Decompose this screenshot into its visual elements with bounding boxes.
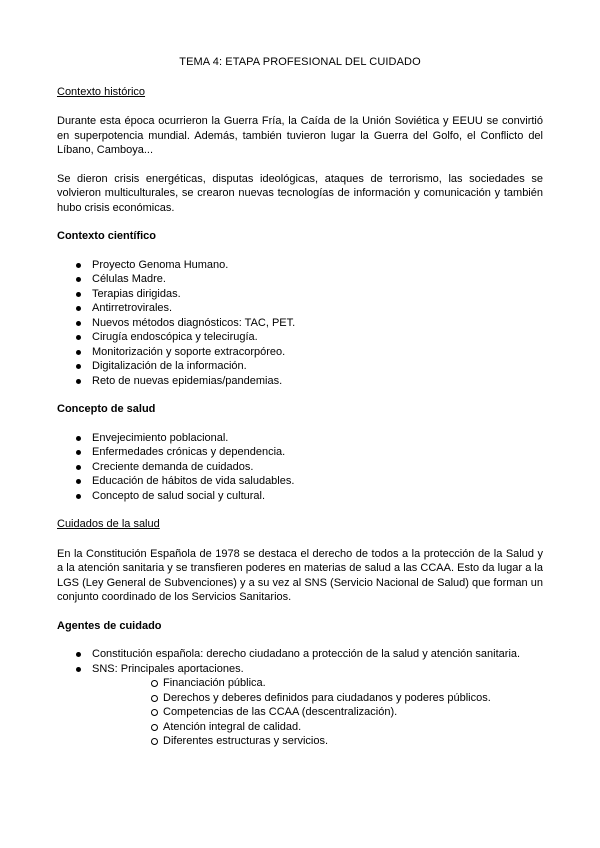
paragraph-cuidados-salud: En la Constitución Española de 1978 se destaca el derecho de todos a la protección de la Salud y a la atención sanitaria y se transfieren poderes en materias de salud a las CCAA. Esto da lugar a la LGS (Ley General de Subvenciones) y a su vez al SNS (Servicio Nacional de Salud) que forman un conjunto coordinado de los Servicios Sanitarios. <box>57 547 543 603</box>
sublist-item: Financiación pública. <box>92 676 543 691</box>
sublist-item: Atención integral de calidad. <box>92 720 543 735</box>
list-contexto-cientifico <box>57 258 543 389</box>
list-item: Digitalización de la información. <box>57 359 543 374</box>
list-item: Envejecimiento poblacional. <box>57 431 543 446</box>
list-item: Educación de hábitos de vida saludables. <box>57 474 543 489</box>
heading-contexto-historico: Contexto histórico <box>57 85 146 98</box>
document-title: TEMA 4: ETAPA PROFESIONAL DEL CUIDADO <box>179 56 421 68</box>
heading-contexto-cientifico: Contexto científico <box>57 230 157 242</box>
list-item: Monitorización y soporte extracorpóreo. <box>57 345 543 360</box>
paragraph-historico-2: Se dieron crisis energéticas, disputas ideológicas, ataques de terrorismo, las sociedades se volvieron multiculturales, se crearon nuevas tecnologías de información y comunicación y también hubo crisis económicas. <box>57 172 543 214</box>
list-item: Creciente demanda de cuidados. <box>57 460 543 475</box>
sublist-sns-aportaciones <box>92 676 543 749</box>
list-item: Proyecto Genoma Humano. <box>57 258 543 273</box>
sublist-item: Derechos y deberes definidos para ciudadanos y poderes públicos. <box>92 691 543 706</box>
document-content <box>57 55 543 763</box>
heading-cuidados-salud: Cuidados de la salud <box>57 518 160 530</box>
list-item-label: SNS: Principales aportaciones. <box>92 662 244 675</box>
list-item: Enfermedades crónicas y dependencia. <box>57 445 543 460</box>
sublist-item: Diferentes estructuras y servicios. <box>92 734 543 749</box>
list-item: Terapias dirigidas. <box>57 287 543 302</box>
list-item: Antirretrovirales. <box>57 301 543 316</box>
list-item: Constitución española: derecho ciudadano a protección de la salud y atención sanitaria. <box>57 647 543 662</box>
heading-agentes-cuidado: Agentes de cuidado <box>57 619 162 632</box>
list-item: Nuevos métodos diagnósticos: TAC, PET. <box>57 316 543 331</box>
heading-concepto-salud: Concepto de salud <box>57 403 156 415</box>
list-item: Cirugía endoscópica y telecirugía. <box>57 330 543 345</box>
paragraph-historico-1: Durante esta época ocurrieron la Guerra Fría, la Caída de la Unión Soviética y EEUU se convirtió en superpotencia mundial. Además, también tuvieron lugar la Guerra del Golfo, el Conflicto del Líbano, Camboya... <box>57 115 543 156</box>
list-item: Reto de nuevas epidemias/pandemias. <box>57 374 543 389</box>
list-agentes-cuidado <box>57 647 543 749</box>
list-concepto-salud <box>57 431 543 504</box>
list-item-with-sublist <box>57 662 543 749</box>
list-item: Concepto de salud social y cultural. <box>57 489 543 504</box>
list-item: Células Madre. <box>57 272 543 287</box>
sublist-item: Competencias de las CCAA (descentralización). <box>92 705 543 720</box>
